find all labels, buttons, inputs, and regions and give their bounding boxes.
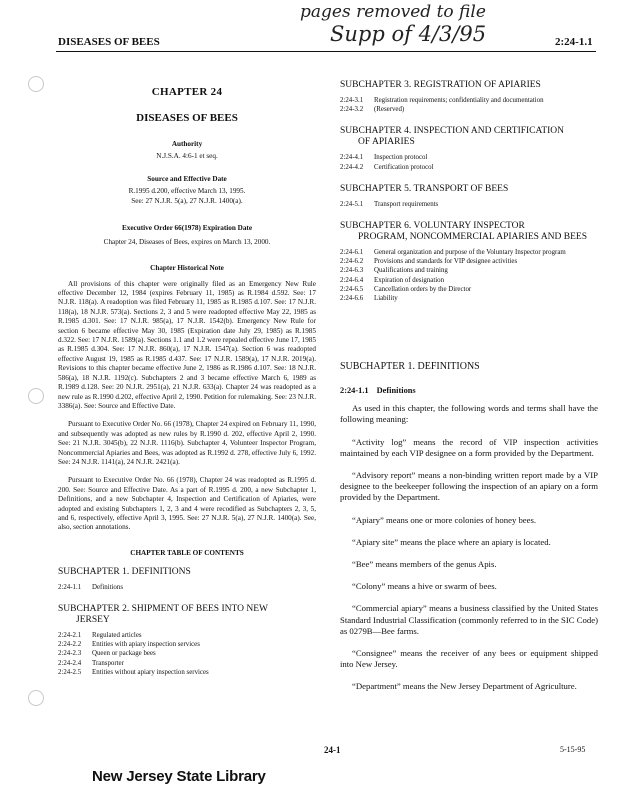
toc-row[interactable]: 2:24-4.1 Inspection protocol <box>340 154 428 162</box>
toc-subchapter-1 <box>58 567 316 592</box>
toc-row[interactable]: 2:24-6.4 Expiration of designation <box>340 276 445 284</box>
toc-subchapter-6 <box>340 221 598 303</box>
toc-subchapter-heading[interactable]: SUBCHAPTER 4. INSPECTION AND CERTIFICATION OF APIARIES <box>340 126 565 148</box>
definition-apiary: “Apiary” means one or more colonies of honey bees. <box>352 514 537 525</box>
toc-row[interactable]: 2:24-3.1 Registration requirements; confidentiality and documentation <box>340 97 544 104</box>
source-line: R.1995 d.200, effective March 13, 1995. <box>128 187 246 196</box>
toc-row[interactable]: 2:24-6.5 Cancellation orders by the Director <box>340 285 472 293</box>
toc-subchapter-heading[interactable]: SUBCHAPTER 6. VOLUNTARY INSPECTOR PROGRAM, NONCOMMERCIAL APIARIES AND BEES <box>340 221 587 243</box>
chapter-title: DISEASES OF BEES <box>136 112 238 124</box>
library-stamp: New Jersey State Library <box>92 768 266 785</box>
toc-row[interactable]: 2:24-2.2 Entities with apiary inspection services <box>58 641 200 649</box>
definition-colony: “Colony” means a hive or swarm of bees. <box>352 581 497 592</box>
toc-row[interactable]: 2:24-6.1 General organization and purpose of the Voluntary Inspector program <box>340 249 566 257</box>
definition-department: “Department” means the New Jersey Department of Agriculture. <box>352 681 577 692</box>
punch-hole <box>28 388 44 404</box>
definition-consignee: “Consignee” means the receiver of any bees or equipment shipped into New Jersey. <box>340 648 598 670</box>
exec-order-text: Chapter 24, Diseases of Bees, expires on March 13, 2000. <box>103 238 271 247</box>
toc-subchapter-3 <box>340 80 598 114</box>
chapter-number: CHAPTER 24 <box>151 86 223 98</box>
historical-note-paragraph: Pursuant to Executive Order No. 66 (1978), Chapter 24 expired on February 11, 1990, and subsequently was adopted as new rules by R.1990 d. 202, effective April 2, 1990. See: 21 N.J.R. 3045(b), 22 N.J.R. 1116(b). Subchapter 4, Volunteer Inspector Program, Noncommercial Apiaries and Bees, was adopted as R.1992 d. 278, effective July 6, 1992. See: 24 N.J.R. 1141(a), 24 N.J.R. 2421(a). <box>58 420 316 466</box>
toc-heading: CHAPTER TABLE OF CONTENTS <box>130 548 244 557</box>
left-column <box>58 80 316 677</box>
page-number: 24-1 <box>324 745 341 755</box>
toc-row[interactable]: 2:24-1.1 Definitions <box>58 583 124 591</box>
revision-date: 5-15-95 <box>560 745 586 754</box>
toc-row[interactable]: 2:24-2.1 Regulated articles <box>58 631 142 639</box>
toc-row[interactable]: 2:24-2.3 Queen or package bees <box>58 650 156 658</box>
toc-row[interactable]: 2:24-5.1 Transport requirements <box>340 200 439 208</box>
historical-note-paragraph: Pursuant to Executive Order No. 66 (1978), Chapter 24 was readopted as R.1995 d. 200. See: Source and Effective Date. As a part of R.1995 d. 200, a new Subchapter 1, Definitions, and a new Subchapter 4, Inspection and Certification of Apiaries, were adopted and existing Subchapters 1, 2, 3 and 4 were recodified as Subchapters 2, 3, 5, and 6, respectively, effective April 3, 1995. See: 27 N.J.R. 5(a), 27 N.J.R. 1400(a). See, also, section annotations. <box>58 476 316 532</box>
toc-row[interactable]: 2:24-2.5 Entities without apiary inspection services <box>58 668 209 676</box>
subchapter-1-title: SUBCHAPTER 1. DEFINITIONS <box>340 361 480 373</box>
authority-text: N.J.S.A. 4:6-1 et seq. <box>156 152 218 160</box>
punch-hole <box>28 76 44 92</box>
definition-apiary-site: “Apiary site” means the place where an apiary is located. <box>352 536 551 547</box>
exec-order-heading: Executive Order 66(1978) Expiration Date <box>121 224 253 233</box>
toc-row[interactable]: 2:24-6.2 Provisions and standards for VIP designee activities <box>340 258 518 266</box>
toc-subchapter-heading[interactable]: SUBCHAPTER 3. REGISTRATION OF APIARIES <box>340 80 541 90</box>
source-line: See: 27 N.J.R. 5(a), 27 N.J.R. 1400(a). <box>131 196 243 205</box>
right-column <box>340 80 598 693</box>
toc-row[interactable]: 2:24-6.3 Qualifications and training <box>340 267 448 275</box>
definition-commercial-apiary: “Commercial apiary” means a business classified by the United States Standard Industrial Classification (commonly referred to in the SIC Code) as 0279B—Bee farms. <box>340 603 598 636</box>
toc-subchapter-2 <box>58 604 316 677</box>
toc-row[interactable]: 2:24-2.4 Transporter <box>58 659 124 667</box>
historical-note-heading: Chapter Historical Note <box>150 263 224 272</box>
toc-subchapter-heading[interactable]: SUBCHAPTER 1. DEFINITIONS <box>58 566 191 577</box>
toc-subchapter-5 <box>340 184 598 209</box>
section-intro: As used in this chapter, the following words and terms shall have the following meaning: <box>340 403 598 425</box>
historical-note-paragraph: All provisions of this chapter were originally filed as an Emergency New Rule effective December 12, 1984 (expires February 11, 1985) as R.1984 d.592. See: 17 N.J.R. 118(a). A readoption was filed February 11, 1985 as R.1985 d.107. See: 17 N.J.R. 118(a), 18 N.J.R. 573(a). Sections 2, 3 and 5 were readopted effective May 22, 1985 as R.1985 d.301. See: 17 N.J.R. 985(a), 17 N.J.R. 1542(b). Emergency New Rule for section 6 became effective May 30, 1985 (Expiration date July 29, 1985) as R.1985 d.322. See: 17 N.J.R. 1589(a). Sections 1.1 and 1.2 were repealed effective June 17, 1985 as R.1985 d.304. See: 17 N.J.R. 860(a), 17 N.J.R. 1547(a). Section 6 was readopted effective August 19, 1985 as R.1985 d.437. See: 17 N.J.R. 1589(a), 17 N.J.R. 2019(a). Revisions to this chapter became effective June 2, 1986 as R.1986 d.107. See: 18 N.J.R. 586(a), 18 N.J.R. 1192(c). Subchapters 2 and 3 became effective March 6, 1989 as R.1989 d.128. See: 20 N.J.R. 2951(a), 21 N.J.R. 633(a). Chapter 24 was readopted as a new rule as R.1990 d.202, effective April 2, 1990. Petition for rulemaking. See: 23 N.J.R. 3386(a). See: Source and Effective Date. <box>58 279 316 410</box>
header-rule <box>56 51 596 52</box>
toc-row[interactable]: 2:24-3.2 (Reserved) <box>340 106 405 114</box>
source-heading: Source and Effective Date <box>147 175 227 184</box>
section-heading: 2:24-1.1 Definitions <box>340 386 416 396</box>
running-header-right: 2:24-1.1 <box>555 36 593 48</box>
punch-hole <box>28 690 44 706</box>
handwritten-note-line1: pages removed to file <box>300 2 486 22</box>
definition-advisory-report: “Advisory report” means a non-binding written report made by a VIP designee to the beekeeper following the inspection of an apiary on a form provided by the Department. <box>340 470 598 503</box>
handwritten-note-line2: Supp of 4/3/95 <box>330 22 487 46</box>
definition-activity-log: “Activity log” means the record of VIP inspection activities maintained by each VIP designee on a form provided by the Department. <box>340 436 598 458</box>
toc-subchapter-heading[interactable]: SUBCHAPTER 5. TRANSPORT OF BEES <box>340 183 509 194</box>
authority-heading: Authority <box>171 140 203 148</box>
toc-row[interactable]: 2:24-4.2 Certification protocol <box>340 163 434 171</box>
toc-subchapter-heading[interactable]: SUBCHAPTER 2. SHIPMENT OF BEES INTO NEW JERSEY <box>58 603 268 625</box>
toc-row[interactable]: 2:24-6.6 Liability <box>340 295 398 303</box>
definition-bee: “Bee” means members of the genus Apis. <box>352 559 497 570</box>
toc-subchapter-4 <box>340 126 598 171</box>
running-header-left: DISEASES OF BEES <box>58 36 160 48</box>
